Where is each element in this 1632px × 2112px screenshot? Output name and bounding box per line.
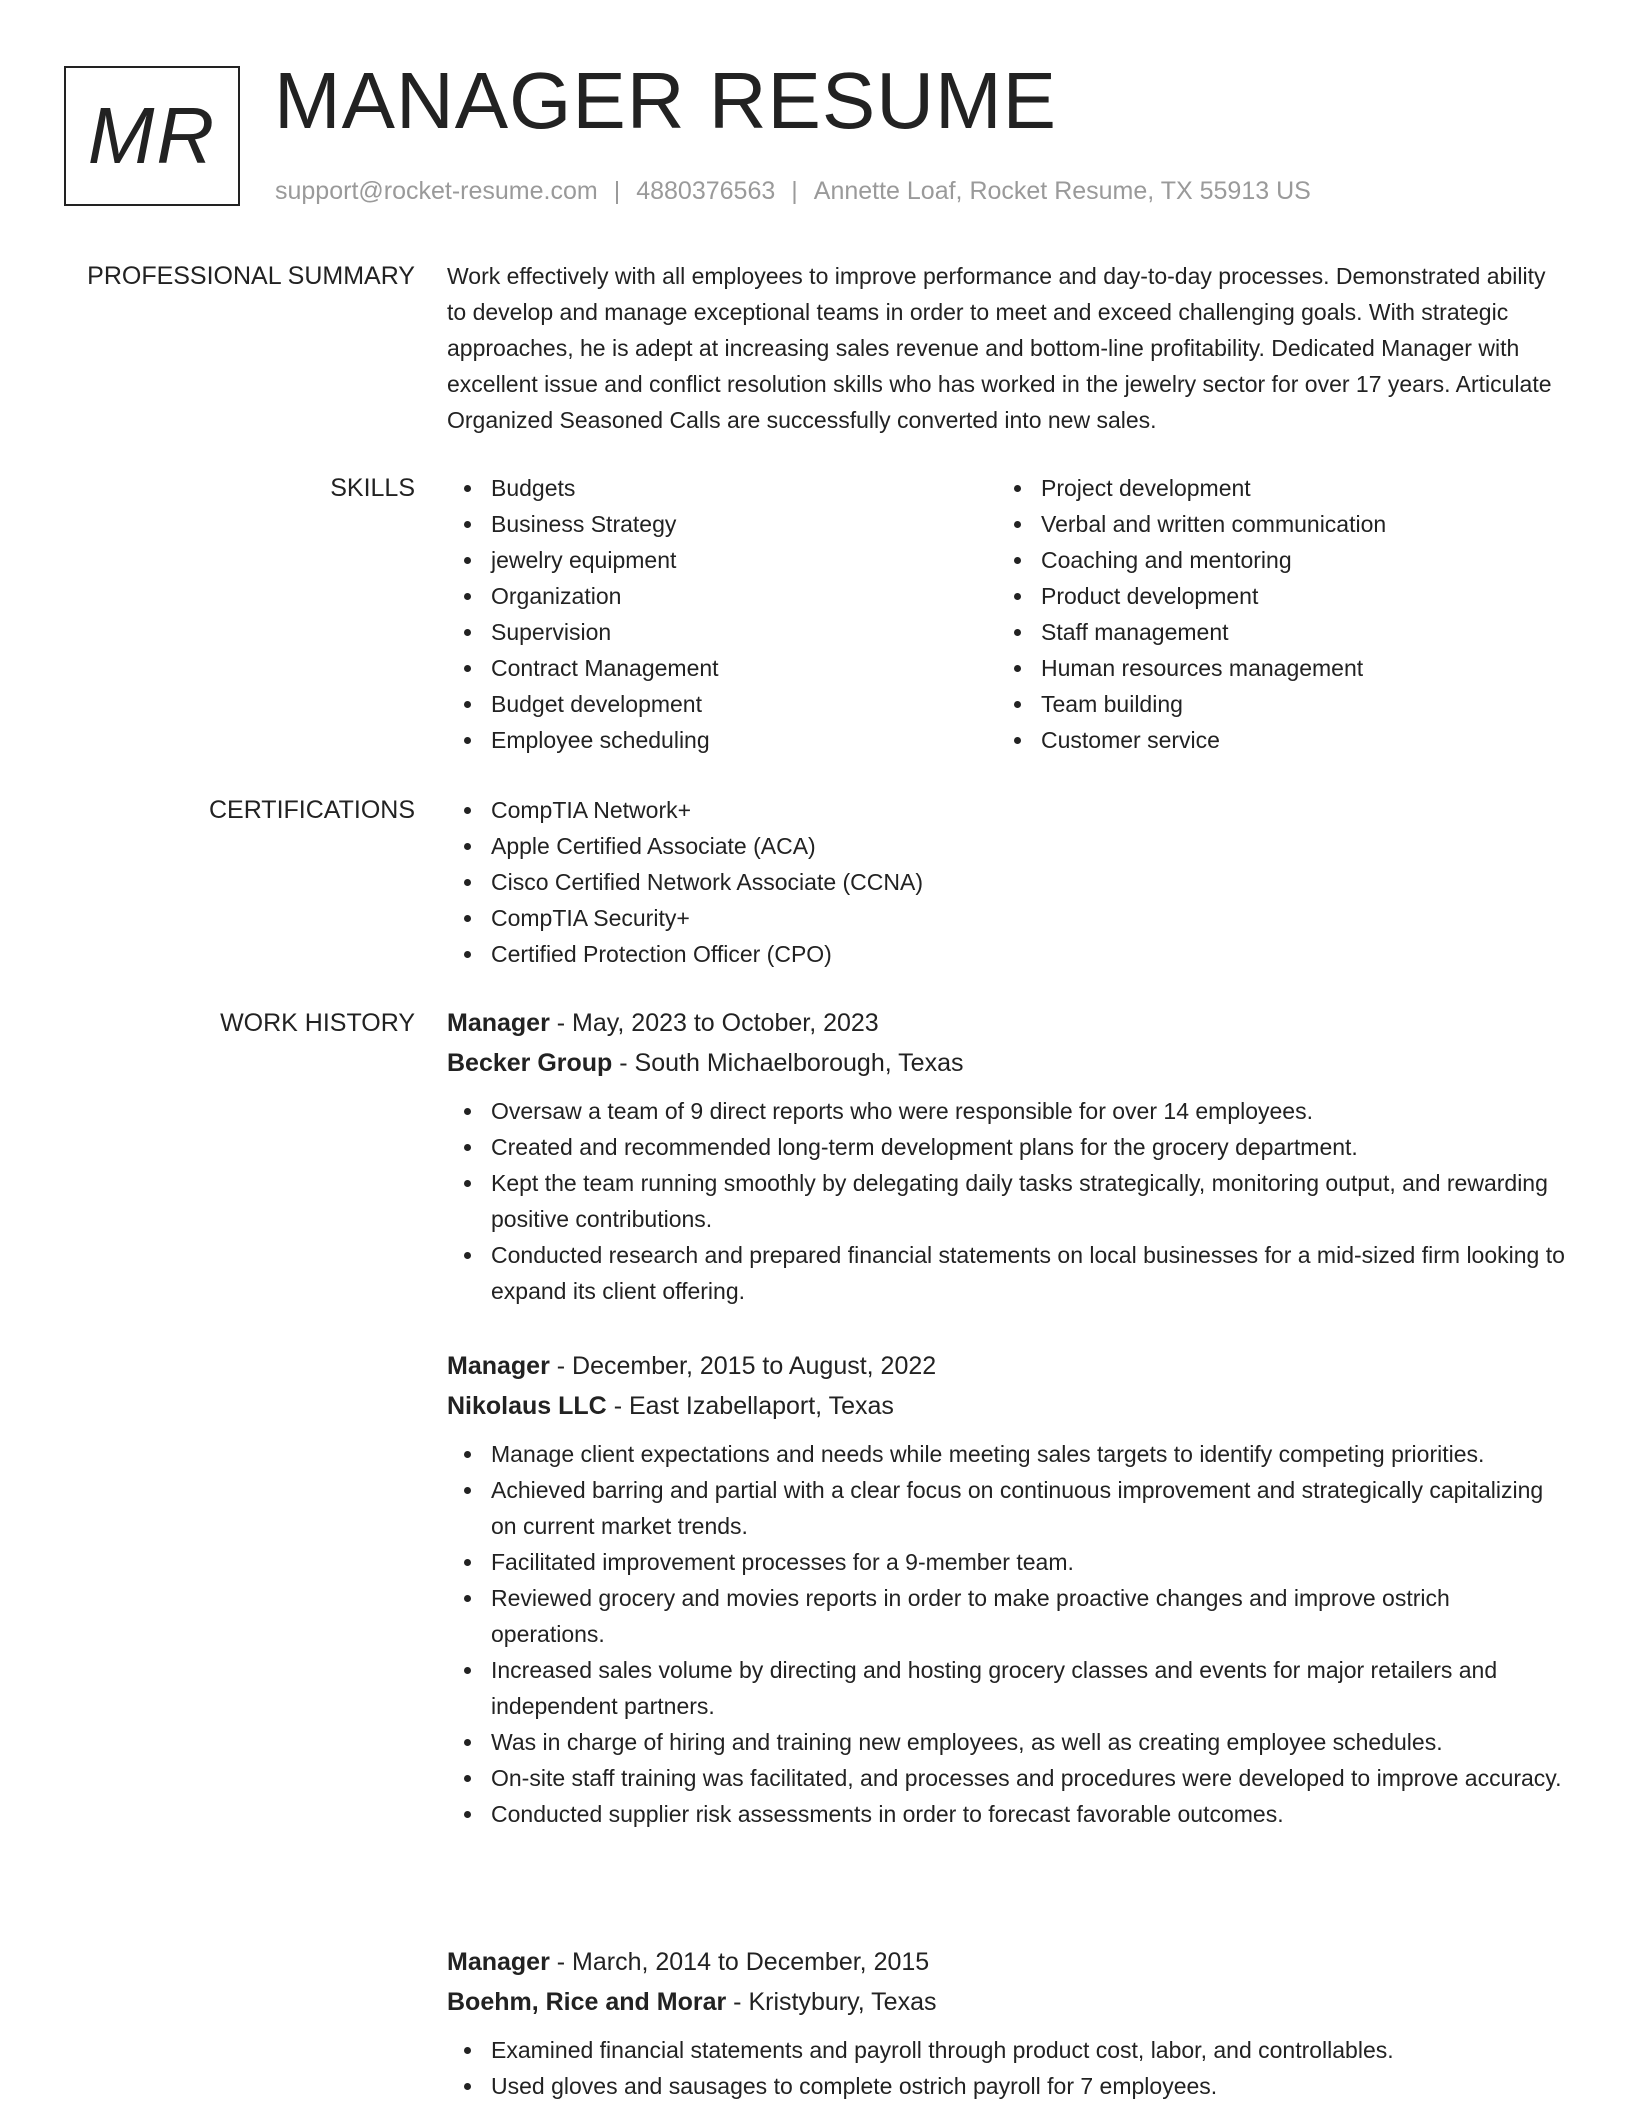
job-duty: Created and recommended long-term development plans for the grocery department.	[447, 1129, 1567, 1165]
skill-item: Customer service	[997, 722, 1547, 758]
job-duty: Manage client expectations and needs while meeting sales targets to identify competing priorities.	[447, 1436, 1567, 1472]
job-dates: - March, 2014 to December, 2015	[549, 1948, 930, 1976]
job-entry	[447, 1942, 1567, 2104]
job-title: Manager	[447, 1948, 550, 1976]
job-duty: Used gloves and sausages to complete ostrich payroll for 7 employees.	[447, 2068, 1567, 2104]
job-company-line	[447, 1982, 1567, 2022]
job-duties	[447, 1093, 1567, 1309]
skill-item: Contract Management	[447, 650, 997, 686]
certification-item: Certified Protection Officer (CPO)	[447, 936, 1567, 972]
job-dates: - December, 2015 to August, 2022	[549, 1352, 937, 1380]
job-entry	[447, 1346, 1567, 1832]
section-label-skills: SKILLS	[330, 474, 415, 502]
section-label-summary: PROFESSIONAL SUMMARY	[87, 262, 415, 290]
certification-item: CompTIA Network+	[447, 792, 1567, 828]
job-company: Becker Group	[447, 1049, 613, 1077]
resume-title: MANAGER RESUME	[274, 56, 1057, 145]
job-company: Boehm, Rice and Morar	[447, 1988, 727, 2016]
job-duty: Examined financial statements and payroll through product cost, labor, and controllables.	[447, 2032, 1567, 2068]
contact-email: support@rocket-resume.com	[275, 177, 598, 205]
contact-address: Annette Loaf, Rocket Resume, TX 55913 US	[813, 177, 1311, 205]
skill-item: Organization	[447, 578, 997, 614]
skill-item: Verbal and written communication	[997, 506, 1547, 542]
skill-item: Product development	[997, 578, 1547, 614]
job-duty: Reviewed grocery and movies reports in order to make proactive changes and improve ostrich operations.	[447, 1580, 1567, 1652]
job-duty: Facilitated improvement processes for a 9-member team.	[447, 1544, 1567, 1580]
skill-item: Project development	[997, 470, 1547, 506]
skill-item: Staff management	[997, 614, 1547, 650]
job-location: - South Michaelborough, Texas	[612, 1049, 964, 1077]
job-company-line	[447, 1386, 1567, 1426]
skill-item: Human resources management	[997, 650, 1547, 686]
job-location: - Kristybury, Texas	[726, 1988, 937, 2016]
skill-item: Business Strategy	[447, 506, 997, 542]
job-duties	[447, 2032, 1567, 2104]
skill-item: Supervision	[447, 614, 997, 650]
contact-phone: 4880376563	[636, 177, 776, 205]
monogram: MR	[64, 66, 240, 206]
certification-item: CompTIA Security+	[447, 900, 1567, 936]
skill-item: Coaching and mentoring	[997, 542, 1547, 578]
job-company: Nikolaus LLC	[447, 1392, 607, 1420]
skill-item: jewelry equipment	[447, 542, 997, 578]
skills-list-right	[997, 470, 1547, 758]
skill-item: Employee scheduling	[447, 722, 997, 758]
skill-item: Team building	[997, 686, 1547, 722]
skill-item: Budget development	[447, 686, 997, 722]
contact-line	[275, 174, 1311, 208]
certification-item: Cisco Certified Network Associate (CCNA)	[447, 864, 1567, 900]
job-duty: Conducted research and prepared financial statements on local businesses for a mid-sized firm looking to expand its client offering.	[447, 1237, 1567, 1309]
job-dates: - May, 2023 to October, 2023	[549, 1009, 879, 1037]
job-duty: On-site staff training was facilitated, and processes and procedures were developed to improve accuracy.	[447, 1760, 1567, 1796]
contact-separator: |	[791, 177, 798, 205]
job-entry	[447, 1003, 1567, 1309]
certification-item: Apple Certified Associate (ACA)	[447, 828, 1567, 864]
job-location: - East Izabellaport, Texas	[606, 1392, 894, 1420]
job-title-line	[447, 1942, 1567, 1982]
skills-body	[447, 470, 1567, 758]
contact-separator: |	[613, 177, 621, 205]
certifications-list	[447, 792, 1567, 972]
job-title-line	[447, 1003, 1567, 1043]
job-duty: Conducted supplier risk assessments in order to forecast favorable outcomes.	[447, 1796, 1567, 1832]
job-duty: Kept the team running smoothly by delegating daily tasks strategically, monitoring output, and rewarding positive contributions.	[447, 1165, 1567, 1237]
job-duty: Increased sales volume by directing and hosting grocery classes and events for major retailers and independent partners.	[447, 1652, 1567, 1724]
skills-list-left	[447, 470, 997, 758]
job-title-line	[447, 1346, 1567, 1386]
job-company-line	[447, 1043, 1567, 1083]
section-label-certifications: CERTIFICATIONS	[208, 796, 415, 824]
job-title: Manager	[447, 1009, 550, 1037]
skill-item: Budgets	[447, 470, 997, 506]
job-duties	[447, 1436, 1567, 1832]
summary-text: Work effectively with all employees to improve performance and day-to-day processes. Demonstrated ability to develop and manage exceptional teams in order to meet and exceed challenging goals. With strategic approaches, he is adept at increasing sales revenue and bottom-line profitability. Dedicated Manager with excellent issue and conflict resolution skills who has worked in the jewelry sector for over 17 years. Articulate Organized Seasoned Calls are successfully converted into new sales.	[447, 263, 1552, 433]
job-duty: Oversaw a team of 9 direct reports who were responsible for over 14 employees.	[447, 1093, 1567, 1129]
job-duty: Achieved barring and partial with a clear focus on continuous improvement and strategically capitalizing on current market trends.	[447, 1472, 1567, 1544]
job-title: Manager	[447, 1352, 550, 1380]
section-label-work-history: WORK HISTORY	[220, 1009, 415, 1037]
certifications-body	[447, 792, 1567, 972]
job-duty: Was in charge of hiring and training new employees, as well as creating employee schedules.	[447, 1724, 1567, 1760]
